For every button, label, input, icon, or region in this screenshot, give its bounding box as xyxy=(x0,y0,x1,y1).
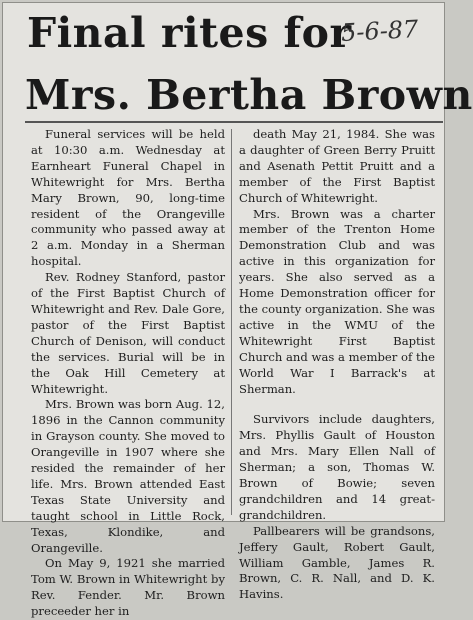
paragraph-officiants: Rev. Rodney Stanford, pastor of the First Baptist Church of Whitewright and Rev. Dale Gore, pastor of the First Baptist Church of Denison, will conduct the services. Burial will be in the Oak Hill Cemetery at Whitewright. xyxy=(31,270,225,396)
paragraph-parents: death May 21, 1984. She was a daughter of Green Berry Pruitt and Asenath Pettit Pruitt and a member of the First Baptist Church of Whitewright. xyxy=(239,127,435,205)
paragraph-pallbearers: Pallbearers will be grandsons, Jeffery Gault, Robert Gault, William Gamble, James R. Brown, C. R. Nall, and D. K. Havins. xyxy=(239,523,435,602)
handwritten-date: 5-6-87 xyxy=(340,14,419,48)
headline-line-2: Mrs. Bertha Brown xyxy=(25,71,473,119)
newspaper-clipping xyxy=(2,2,473,619)
paragraph-funeral-services: Funeral services will be held at 10:30 a.m. Wednesday at Earnheart Funeral Chapel in Whitewright for Mrs. Bertha Mary Brown, 90, long-time resident of the Orangeville community who passed away at 2 a.m. Monday in a Sherman hospital. xyxy=(31,127,225,269)
paragraph-survivors: Survivors include daughters, Mrs. Phyllis Gault of Houston and Mrs. Mary Ellen Nall of Sherman; a son, Thomas W. Brown of Bowie; seven grandchildren and 14 great-grandchildren. xyxy=(239,412,435,522)
paragraph-biography: Mrs. Brown was born Aug. 12, 1896 in the Cannon community in Grayson county. She moved to Orangeville in 1907 where she resided the remainder of her life. Mrs. Brown attended East Texas State University and taught school in Little Rock, Texas, Klondike, and Orangeville. xyxy=(31,397,225,555)
right-column xyxy=(239,127,435,603)
paragraph-marriage: On May 9, 1921 she married Tom W. Brown in Whitewright by Rev. Fender. Mr. Brown preceeder her in xyxy=(31,556,225,619)
column-divider xyxy=(231,129,232,515)
paragraph-memberships: Mrs. Brown was a charter member of the Trenton Home Demonstration Club and was active in this organization for years. She also served as a Home Demonstration officer for the county organization. She was active in the WMU of the Whitewright First Baptist Church and was a member of the World War I Barrack's at Sherman. xyxy=(239,206,435,396)
headline-line-1: Final rites for xyxy=(27,9,352,57)
headline-rule xyxy=(25,121,443,123)
left-column xyxy=(31,127,225,620)
